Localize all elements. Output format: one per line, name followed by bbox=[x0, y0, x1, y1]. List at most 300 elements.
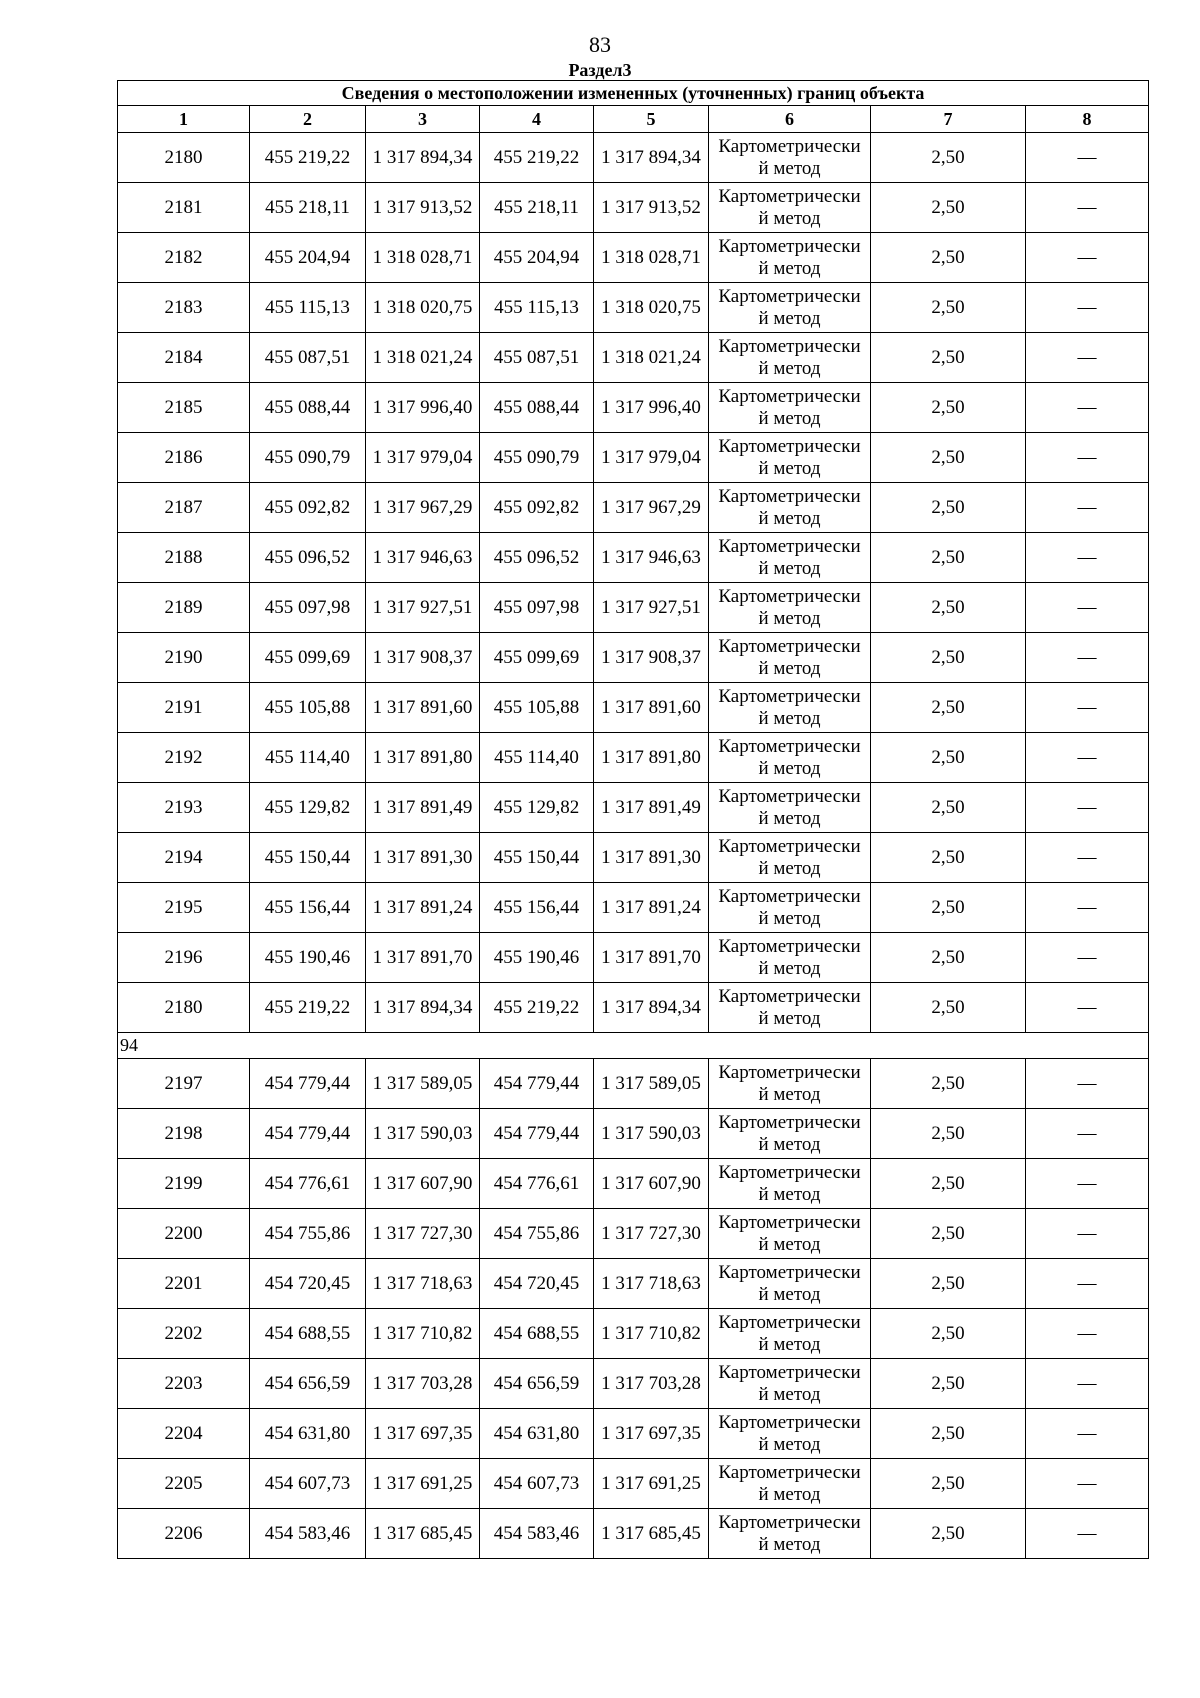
method-text-line2: й метод bbox=[758, 907, 821, 929]
description-cell: — bbox=[1026, 733, 1149, 783]
y-new-cell: 1 317 589,05 bbox=[594, 1059, 709, 1109]
method-text-line1: Картометрически bbox=[718, 335, 861, 357]
table-caption: Сведения о местоположении измененных (уточненных) границ объекта bbox=[118, 81, 1149, 106]
x-existing-cell: 455 105,88 bbox=[250, 683, 366, 733]
point-number-cell: 2192 bbox=[118, 733, 250, 783]
method-text-line1: Картометрически bbox=[718, 835, 861, 857]
table-row bbox=[118, 1059, 1149, 1109]
table-row bbox=[118, 933, 1149, 983]
y-new-cell: 1 318 020,75 bbox=[594, 283, 709, 333]
y-existing-cell: 1 317 894,34 bbox=[366, 133, 480, 183]
method-text-line1: Картометрически bbox=[718, 585, 861, 607]
accuracy-cell: 2,50 bbox=[871, 1459, 1026, 1509]
x-existing-cell: 455 092,82 bbox=[250, 483, 366, 533]
y-existing-cell: 1 317 718,63 bbox=[366, 1259, 480, 1309]
method-text-line2: й метод bbox=[758, 1383, 821, 1405]
method-text-line2: й метод bbox=[758, 407, 821, 429]
method-text-line2: й метод bbox=[758, 857, 821, 879]
method-cell bbox=[709, 783, 871, 833]
method-text-line2: й метод bbox=[758, 1433, 821, 1455]
x-existing-cell: 455 219,22 bbox=[250, 133, 366, 183]
x-existing-cell: 455 097,98 bbox=[250, 583, 366, 633]
y-new-cell: 1 317 913,52 bbox=[594, 183, 709, 233]
method-cell bbox=[709, 933, 871, 983]
accuracy-cell: 2,50 bbox=[871, 983, 1026, 1033]
point-number-cell: 2205 bbox=[118, 1459, 250, 1509]
column-number: 2 bbox=[250, 106, 366, 133]
y-existing-cell: 1 317 685,45 bbox=[366, 1509, 480, 1559]
x-new-cell: 455 105,88 bbox=[480, 683, 594, 733]
y-new-cell: 1 317 891,49 bbox=[594, 783, 709, 833]
y-existing-cell: 1 317 894,34 bbox=[366, 983, 480, 1033]
y-new-cell: 1 317 727,30 bbox=[594, 1209, 709, 1259]
accuracy-cell: 2,50 bbox=[871, 1109, 1026, 1159]
y-new-cell: 1 317 891,70 bbox=[594, 933, 709, 983]
point-number-cell: 2189 bbox=[118, 583, 250, 633]
method-cell bbox=[709, 283, 871, 333]
x-new-cell: 455 190,46 bbox=[480, 933, 594, 983]
point-number-cell: 2183 bbox=[118, 283, 250, 333]
y-new-cell: 1 317 946,63 bbox=[594, 533, 709, 583]
method-text-line2: й метод bbox=[758, 557, 821, 579]
column-number: 7 bbox=[871, 106, 1026, 133]
y-existing-cell: 1 317 727,30 bbox=[366, 1209, 480, 1259]
group-label: 94 bbox=[118, 1033, 1149, 1059]
table-row bbox=[118, 1159, 1149, 1209]
description-cell: — bbox=[1026, 883, 1149, 933]
accuracy-cell: 2,50 bbox=[871, 1509, 1026, 1559]
x-new-cell: 454 779,44 bbox=[480, 1109, 594, 1159]
method-text-line2: й метод bbox=[758, 1283, 821, 1305]
table-row bbox=[118, 1459, 1149, 1509]
y-existing-cell: 1 317 913,52 bbox=[366, 183, 480, 233]
point-number-cell: 2180 bbox=[118, 133, 250, 183]
method-cell bbox=[709, 1109, 871, 1159]
method-text-line1: Картометрически bbox=[718, 385, 861, 407]
x-existing-cell: 455 204,94 bbox=[250, 233, 366, 283]
y-new-cell: 1 317 996,40 bbox=[594, 383, 709, 433]
y-existing-cell: 1 317 697,35 bbox=[366, 1409, 480, 1459]
y-existing-cell: 1 317 589,05 bbox=[366, 1059, 480, 1109]
accuracy-cell: 2,50 bbox=[871, 383, 1026, 433]
x-new-cell: 455 097,98 bbox=[480, 583, 594, 633]
description-cell: — bbox=[1026, 1109, 1149, 1159]
table-row bbox=[118, 583, 1149, 633]
x-new-cell: 455 088,44 bbox=[480, 383, 594, 433]
x-new-cell: 455 099,69 bbox=[480, 633, 594, 683]
method-text-line2: й метод bbox=[758, 757, 821, 779]
method-cell bbox=[709, 683, 871, 733]
accuracy-cell: 2,50 bbox=[871, 433, 1026, 483]
method-text-line2: й метод bbox=[758, 1533, 821, 1555]
x-existing-cell: 455 090,79 bbox=[250, 433, 366, 483]
x-new-cell: 455 114,40 bbox=[480, 733, 594, 783]
description-cell: — bbox=[1026, 983, 1149, 1033]
y-existing-cell: 1 317 891,80 bbox=[366, 733, 480, 783]
y-existing-cell: 1 318 021,24 bbox=[366, 333, 480, 383]
accuracy-cell: 2,50 bbox=[871, 1359, 1026, 1409]
method-text-line1: Картометрически bbox=[718, 1411, 861, 1433]
x-new-cell: 454 720,45 bbox=[480, 1259, 594, 1309]
method-cell bbox=[709, 883, 871, 933]
x-existing-cell: 455 096,52 bbox=[250, 533, 366, 583]
x-new-cell: 455 115,13 bbox=[480, 283, 594, 333]
method-text-line1: Картометрически bbox=[718, 285, 861, 307]
description-cell: — bbox=[1026, 133, 1149, 183]
method-text-line1: Картометрически bbox=[718, 535, 861, 557]
x-existing-cell: 454 656,59 bbox=[250, 1359, 366, 1409]
method-cell bbox=[709, 833, 871, 883]
method-cell bbox=[709, 1159, 871, 1209]
method-text-line1: Картометрически bbox=[718, 1211, 861, 1233]
method-text-line2: й метод bbox=[758, 507, 821, 529]
method-cell bbox=[709, 1509, 871, 1559]
accuracy-cell: 2,50 bbox=[871, 633, 1026, 683]
description-cell: — bbox=[1026, 1359, 1149, 1409]
method-cell bbox=[709, 1459, 871, 1509]
method-text-line2: й метод bbox=[758, 1483, 821, 1505]
accuracy-cell: 2,50 bbox=[871, 583, 1026, 633]
y-new-cell: 1 317 718,63 bbox=[594, 1259, 709, 1309]
column-number-row bbox=[118, 106, 1149, 133]
point-number-cell: 2201 bbox=[118, 1259, 250, 1309]
x-new-cell: 454 688,55 bbox=[480, 1309, 594, 1359]
y-new-cell: 1 318 028,71 bbox=[594, 233, 709, 283]
y-existing-cell: 1 317 710,82 bbox=[366, 1309, 480, 1359]
y-new-cell: 1 317 590,03 bbox=[594, 1109, 709, 1159]
table-row bbox=[118, 533, 1149, 583]
method-cell bbox=[709, 633, 871, 683]
x-new-cell: 455 150,44 bbox=[480, 833, 594, 883]
column-number: 8 bbox=[1026, 106, 1149, 133]
point-number-cell: 2184 bbox=[118, 333, 250, 383]
method-cell bbox=[709, 583, 871, 633]
point-number-cell: 2187 bbox=[118, 483, 250, 533]
x-existing-cell: 454 776,61 bbox=[250, 1159, 366, 1209]
method-cell bbox=[709, 383, 871, 433]
description-cell: — bbox=[1026, 1459, 1149, 1509]
method-text-line2: й метод bbox=[758, 157, 821, 179]
method-cell bbox=[709, 1059, 871, 1109]
point-number-cell: 2186 bbox=[118, 433, 250, 483]
x-existing-cell: 454 631,80 bbox=[250, 1409, 366, 1459]
y-new-cell: 1 317 979,04 bbox=[594, 433, 709, 483]
table-row bbox=[118, 1509, 1149, 1559]
description-cell: — bbox=[1026, 333, 1149, 383]
x-existing-cell: 454 688,55 bbox=[250, 1309, 366, 1359]
x-new-cell: 454 607,73 bbox=[480, 1459, 594, 1509]
table-row bbox=[118, 333, 1149, 383]
point-number-cell: 2203 bbox=[118, 1359, 250, 1409]
accuracy-cell: 2,50 bbox=[871, 783, 1026, 833]
y-new-cell: 1 317 891,30 bbox=[594, 833, 709, 883]
x-new-cell: 454 583,46 bbox=[480, 1509, 594, 1559]
y-existing-cell: 1 318 028,71 bbox=[366, 233, 480, 283]
accuracy-cell: 2,50 bbox=[871, 483, 1026, 533]
method-text-line2: й метод bbox=[758, 1083, 821, 1105]
y-new-cell: 1 317 685,45 bbox=[594, 1509, 709, 1559]
point-number-cell: 2188 bbox=[118, 533, 250, 583]
accuracy-cell: 2,50 bbox=[871, 133, 1026, 183]
description-cell: — bbox=[1026, 1309, 1149, 1359]
x-existing-cell: 455 150,44 bbox=[250, 833, 366, 883]
table-row bbox=[118, 983, 1149, 1033]
y-new-cell: 1 317 894,34 bbox=[594, 133, 709, 183]
method-text-line1: Картометрически bbox=[718, 685, 861, 707]
method-text-line2: й метод bbox=[758, 457, 821, 479]
y-new-cell: 1 317 691,25 bbox=[594, 1459, 709, 1509]
y-existing-cell: 1 317 703,28 bbox=[366, 1359, 480, 1409]
x-existing-cell: 454 607,73 bbox=[250, 1459, 366, 1509]
column-number: 5 bbox=[594, 106, 709, 133]
column-number: 4 bbox=[480, 106, 594, 133]
table-row bbox=[118, 783, 1149, 833]
point-number-cell: 2185 bbox=[118, 383, 250, 433]
x-existing-cell: 455 099,69 bbox=[250, 633, 366, 683]
y-new-cell: 1 318 021,24 bbox=[594, 333, 709, 383]
description-cell: — bbox=[1026, 833, 1149, 883]
point-number-cell: 2206 bbox=[118, 1509, 250, 1559]
method-cell bbox=[709, 1309, 871, 1359]
accuracy-cell: 2,50 bbox=[871, 233, 1026, 283]
method-text-line1: Картометрически bbox=[718, 735, 861, 757]
method-text-line1: Картометрически bbox=[718, 1361, 861, 1383]
table-row bbox=[118, 183, 1149, 233]
method-text-line2: й метод bbox=[758, 957, 821, 979]
section-title: Раздел3 bbox=[568, 60, 632, 80]
description-cell: — bbox=[1026, 1059, 1149, 1109]
column-number: 6 bbox=[709, 106, 871, 133]
table-row bbox=[118, 483, 1149, 533]
x-new-cell: 455 096,52 bbox=[480, 533, 594, 583]
point-number-cell: 2198 bbox=[118, 1109, 250, 1159]
description-cell: — bbox=[1026, 233, 1149, 283]
table-row bbox=[118, 633, 1149, 683]
y-new-cell: 1 317 891,80 bbox=[594, 733, 709, 783]
point-number-cell: 2197 bbox=[118, 1059, 250, 1109]
method-cell bbox=[709, 733, 871, 783]
table-row bbox=[118, 883, 1149, 933]
method-text-line1: Картометрически bbox=[718, 135, 861, 157]
method-text-line1: Картометрически bbox=[718, 1061, 861, 1083]
column-number: 3 bbox=[366, 106, 480, 133]
x-existing-cell: 454 755,86 bbox=[250, 1209, 366, 1259]
description-cell: — bbox=[1026, 633, 1149, 683]
description-cell: — bbox=[1026, 533, 1149, 583]
y-new-cell: 1 317 908,37 bbox=[594, 633, 709, 683]
method-text-line1: Картометрически bbox=[718, 485, 861, 507]
group-label-row bbox=[118, 1033, 1149, 1059]
point-number-cell: 2190 bbox=[118, 633, 250, 683]
method-text-line2: й метод bbox=[758, 357, 821, 379]
method-text-line1: Картометрически bbox=[718, 235, 861, 257]
description-cell: — bbox=[1026, 483, 1149, 533]
table-row bbox=[118, 1109, 1149, 1159]
method-text-line2: й метод bbox=[758, 307, 821, 329]
method-text-line2: й метод bbox=[758, 1333, 821, 1355]
x-new-cell: 454 776,61 bbox=[480, 1159, 594, 1209]
accuracy-cell: 2,50 bbox=[871, 283, 1026, 333]
x-existing-cell: 455 190,46 bbox=[250, 933, 366, 983]
accuracy-cell: 2,50 bbox=[871, 333, 1026, 383]
description-cell: — bbox=[1026, 1159, 1149, 1209]
y-new-cell: 1 317 894,34 bbox=[594, 983, 709, 1033]
accuracy-cell: 2,50 bbox=[871, 1209, 1026, 1259]
description-cell: — bbox=[1026, 933, 1149, 983]
method-cell bbox=[709, 1409, 871, 1459]
x-existing-cell: 454 779,44 bbox=[250, 1059, 366, 1109]
y-new-cell: 1 317 891,24 bbox=[594, 883, 709, 933]
y-existing-cell: 1 317 946,63 bbox=[366, 533, 480, 583]
method-cell bbox=[709, 433, 871, 483]
table-row bbox=[118, 283, 1149, 333]
y-existing-cell: 1 317 590,03 bbox=[366, 1109, 480, 1159]
y-existing-cell: 1 317 967,29 bbox=[366, 483, 480, 533]
y-new-cell: 1 317 927,51 bbox=[594, 583, 709, 633]
table-row bbox=[118, 133, 1149, 183]
point-number-cell: 2181 bbox=[118, 183, 250, 233]
method-cell bbox=[709, 1209, 871, 1259]
method-cell bbox=[709, 1359, 871, 1409]
table-row bbox=[118, 1209, 1149, 1259]
accuracy-cell: 2,50 bbox=[871, 733, 1026, 783]
y-new-cell: 1 317 703,28 bbox=[594, 1359, 709, 1409]
table-row bbox=[118, 1359, 1149, 1409]
y-new-cell: 1 317 967,29 bbox=[594, 483, 709, 533]
y-new-cell: 1 317 607,90 bbox=[594, 1159, 709, 1209]
method-text-line1: Картометрически bbox=[718, 1311, 861, 1333]
method-text-line1: Картометрически bbox=[718, 635, 861, 657]
y-existing-cell: 1 317 891,24 bbox=[366, 883, 480, 933]
y-new-cell: 1 317 891,60 bbox=[594, 683, 709, 733]
x-existing-cell: 454 720,45 bbox=[250, 1259, 366, 1309]
table-row bbox=[118, 733, 1149, 783]
y-existing-cell: 1 317 927,51 bbox=[366, 583, 480, 633]
coordinates-table bbox=[117, 80, 1149, 1559]
point-number-cell: 2182 bbox=[118, 233, 250, 283]
table-row bbox=[118, 383, 1149, 433]
accuracy-cell: 2,50 bbox=[871, 1309, 1026, 1359]
table-row bbox=[118, 1309, 1149, 1359]
x-existing-cell: 454 779,44 bbox=[250, 1109, 366, 1159]
description-cell: — bbox=[1026, 1509, 1149, 1559]
description-cell: — bbox=[1026, 783, 1149, 833]
point-number-cell: 2196 bbox=[118, 933, 250, 983]
x-new-cell: 454 779,44 bbox=[480, 1059, 594, 1109]
description-cell: — bbox=[1026, 433, 1149, 483]
method-text-line2: й метод bbox=[758, 207, 821, 229]
description-cell: — bbox=[1026, 583, 1149, 633]
accuracy-cell: 2,50 bbox=[871, 1259, 1026, 1309]
point-number-cell: 2194 bbox=[118, 833, 250, 883]
method-text-line2: й метод bbox=[758, 257, 821, 279]
x-new-cell: 455 087,51 bbox=[480, 333, 594, 383]
method-cell bbox=[709, 183, 871, 233]
point-number-cell: 2180 bbox=[118, 983, 250, 1033]
y-existing-cell: 1 317 691,25 bbox=[366, 1459, 480, 1509]
method-text-line1: Картометрически bbox=[718, 1261, 861, 1283]
point-number-cell: 2199 bbox=[118, 1159, 250, 1209]
x-existing-cell: 455 129,82 bbox=[250, 783, 366, 833]
method-text-line2: й метод bbox=[758, 1007, 821, 1029]
description-cell: — bbox=[1026, 1409, 1149, 1459]
y-existing-cell: 1 317 607,90 bbox=[366, 1159, 480, 1209]
method-text-line1: Картометрически bbox=[718, 435, 861, 457]
page-number: 83 bbox=[589, 32, 611, 57]
accuracy-cell: 2,50 bbox=[871, 883, 1026, 933]
description-cell: — bbox=[1026, 183, 1149, 233]
x-existing-cell: 455 219,22 bbox=[250, 983, 366, 1033]
x-existing-cell: 455 156,44 bbox=[250, 883, 366, 933]
table-row bbox=[118, 833, 1149, 883]
table-row bbox=[118, 683, 1149, 733]
y-existing-cell: 1 317 996,40 bbox=[366, 383, 480, 433]
description-cell: — bbox=[1026, 683, 1149, 733]
method-text-line1: Картометрически bbox=[718, 935, 861, 957]
method-cell bbox=[709, 533, 871, 583]
x-new-cell: 455 156,44 bbox=[480, 883, 594, 933]
accuracy-cell: 2,50 bbox=[871, 533, 1026, 583]
y-existing-cell: 1 317 891,49 bbox=[366, 783, 480, 833]
method-text-line2: й метод bbox=[758, 607, 821, 629]
y-existing-cell: 1 317 979,04 bbox=[366, 433, 480, 483]
table-row bbox=[118, 1409, 1149, 1459]
x-new-cell: 454 755,86 bbox=[480, 1209, 594, 1259]
table-row bbox=[118, 233, 1149, 283]
x-new-cell: 455 129,82 bbox=[480, 783, 594, 833]
point-number-cell: 2204 bbox=[118, 1409, 250, 1459]
method-cell bbox=[709, 333, 871, 383]
y-existing-cell: 1 317 908,37 bbox=[366, 633, 480, 683]
description-cell: — bbox=[1026, 383, 1149, 433]
table-body bbox=[118, 133, 1149, 1559]
method-cell bbox=[709, 133, 871, 183]
description-cell: — bbox=[1026, 283, 1149, 333]
point-number-cell: 2202 bbox=[118, 1309, 250, 1359]
method-text-line2: й метод bbox=[758, 707, 821, 729]
method-text-line1: Картометрически bbox=[718, 885, 861, 907]
x-new-cell: 455 090,79 bbox=[480, 433, 594, 483]
accuracy-cell: 2,50 bbox=[871, 833, 1026, 883]
method-cell bbox=[709, 233, 871, 283]
description-cell: — bbox=[1026, 1209, 1149, 1259]
accuracy-cell: 2,50 bbox=[871, 1159, 1026, 1209]
method-cell bbox=[709, 483, 871, 533]
method-text-line1: Картометрически bbox=[718, 785, 861, 807]
accuracy-cell: 2,50 bbox=[871, 933, 1026, 983]
method-text-line1: Картометрически bbox=[718, 1161, 861, 1183]
y-new-cell: 1 317 697,35 bbox=[594, 1409, 709, 1459]
y-existing-cell: 1 317 891,60 bbox=[366, 683, 480, 733]
method-text-line2: й метод bbox=[758, 1133, 821, 1155]
method-text-line1: Картометрически bbox=[718, 1111, 861, 1133]
y-existing-cell: 1 317 891,30 bbox=[366, 833, 480, 883]
point-number-cell: 2191 bbox=[118, 683, 250, 733]
point-number-cell: 2193 bbox=[118, 783, 250, 833]
x-new-cell: 455 092,82 bbox=[480, 483, 594, 533]
method-text-line1: Картометрически bbox=[718, 1461, 861, 1483]
description-cell: — bbox=[1026, 1259, 1149, 1309]
y-new-cell: 1 317 710,82 bbox=[594, 1309, 709, 1359]
accuracy-cell: 2,50 bbox=[871, 1409, 1026, 1459]
table-row bbox=[118, 1259, 1149, 1309]
method-text-line2: й метод bbox=[758, 657, 821, 679]
table-row bbox=[118, 433, 1149, 483]
x-new-cell: 455 219,22 bbox=[480, 983, 594, 1033]
y-existing-cell: 1 318 020,75 bbox=[366, 283, 480, 333]
method-cell bbox=[709, 983, 871, 1033]
method-text-line2: й метод bbox=[758, 1183, 821, 1205]
